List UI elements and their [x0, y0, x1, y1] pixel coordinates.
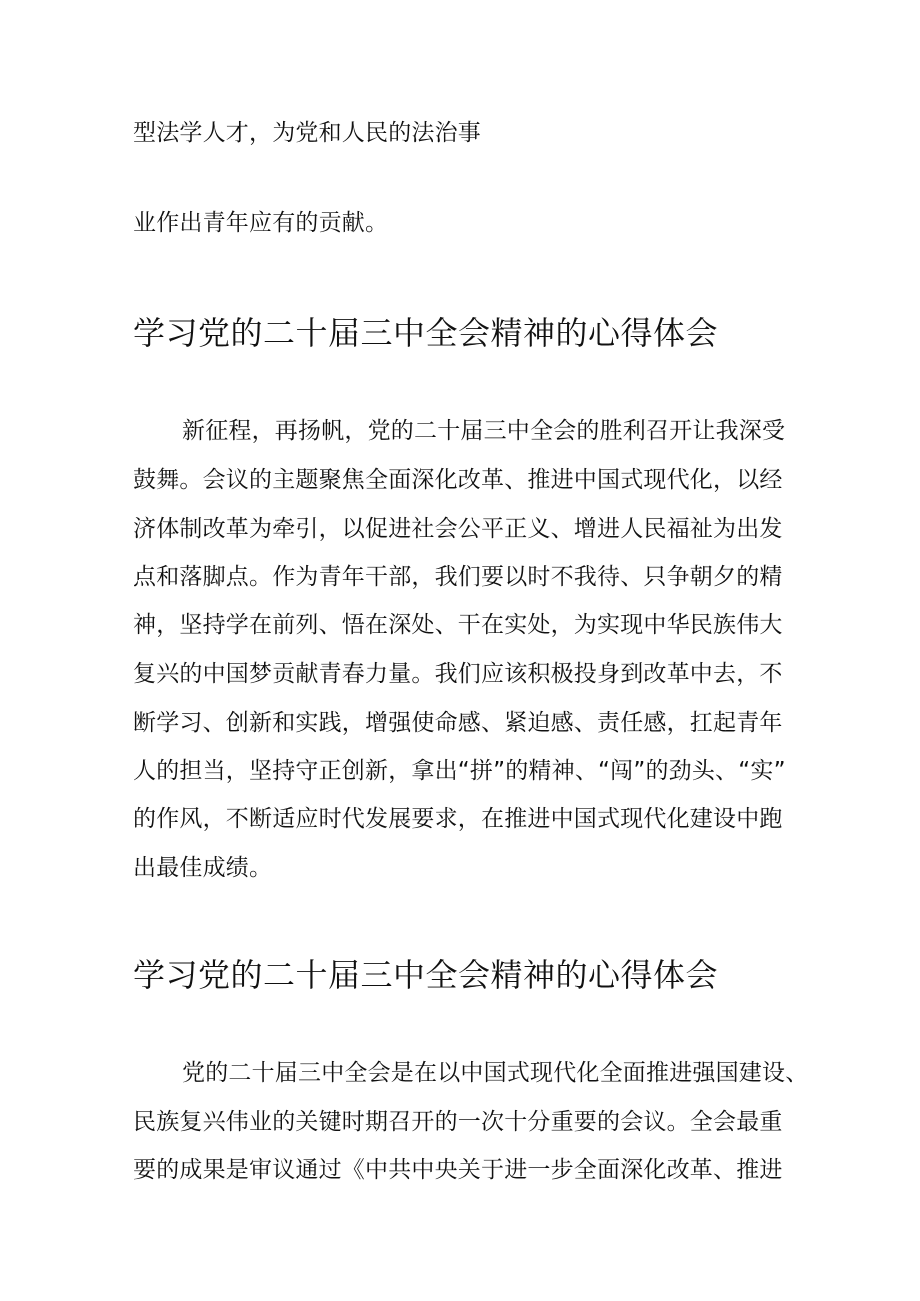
section-1-line-9: 的作风，不断适应时代发展要求，在推进中国式现代化建设中跑 — [133, 806, 783, 832]
section-1-line-6: 复兴的中国梦贡献青春力量。我们应该积极投身到改革中去，不 — [133, 661, 783, 687]
section-2-line-2: 民族复兴伟业的关键时期召开的一次十分重要的会议。全会最重 — [133, 1109, 783, 1135]
section-2-line-1: 党的二十届三中全会是在以中国式现代化全面推进强国建设、 — [182, 1060, 809, 1086]
fragment-line-1: 型法学人才，为党和人民的法治事 — [133, 120, 481, 146]
section-1-line-10: 出最佳成绩。 — [133, 855, 273, 881]
section-1-line-1: 新征程，再扬帆，党的二十届三中全会的胜利召开让我深受 — [182, 418, 786, 444]
section-1-line-3: 济体制改革为牵引，以促进社会公平正义、增进人民福祉为出发 — [133, 516, 783, 542]
section-1-line-7: 断学习、创新和实践，增强使命感、紧迫感、责任感，扛起青年 — [133, 710, 783, 736]
section-1-line-4: 点和落脚点。作为青年干部，我们要以时不我待、只争朝夕的精 — [133, 564, 783, 590]
section-2-title: 学习党的二十届三中全会精神的心得体会 — [133, 956, 719, 994]
section-1-line-5: 神，坚持学在前列、悟在深处、干在实处，为实现中华民族伟大 — [133, 612, 783, 638]
fragment-line-2: 业作出青年应有的贡献。 — [133, 210, 389, 236]
section-2-line-3: 要的成果是审议通过《中共中央关于进一步全面深化改革、推进 — [133, 1157, 783, 1183]
section-1-line-8: 人的担当，坚持守正创新，拿出“拼”的精神、“闯”的劲头、“实” — [133, 758, 786, 784]
section-1-line-2: 鼓舞。会议的主题聚焦全面深化改革、推进中国式现代化，以经 — [133, 467, 783, 493]
section-1-title: 学习党的二十届三中全会精神的心得体会 — [133, 314, 719, 352]
